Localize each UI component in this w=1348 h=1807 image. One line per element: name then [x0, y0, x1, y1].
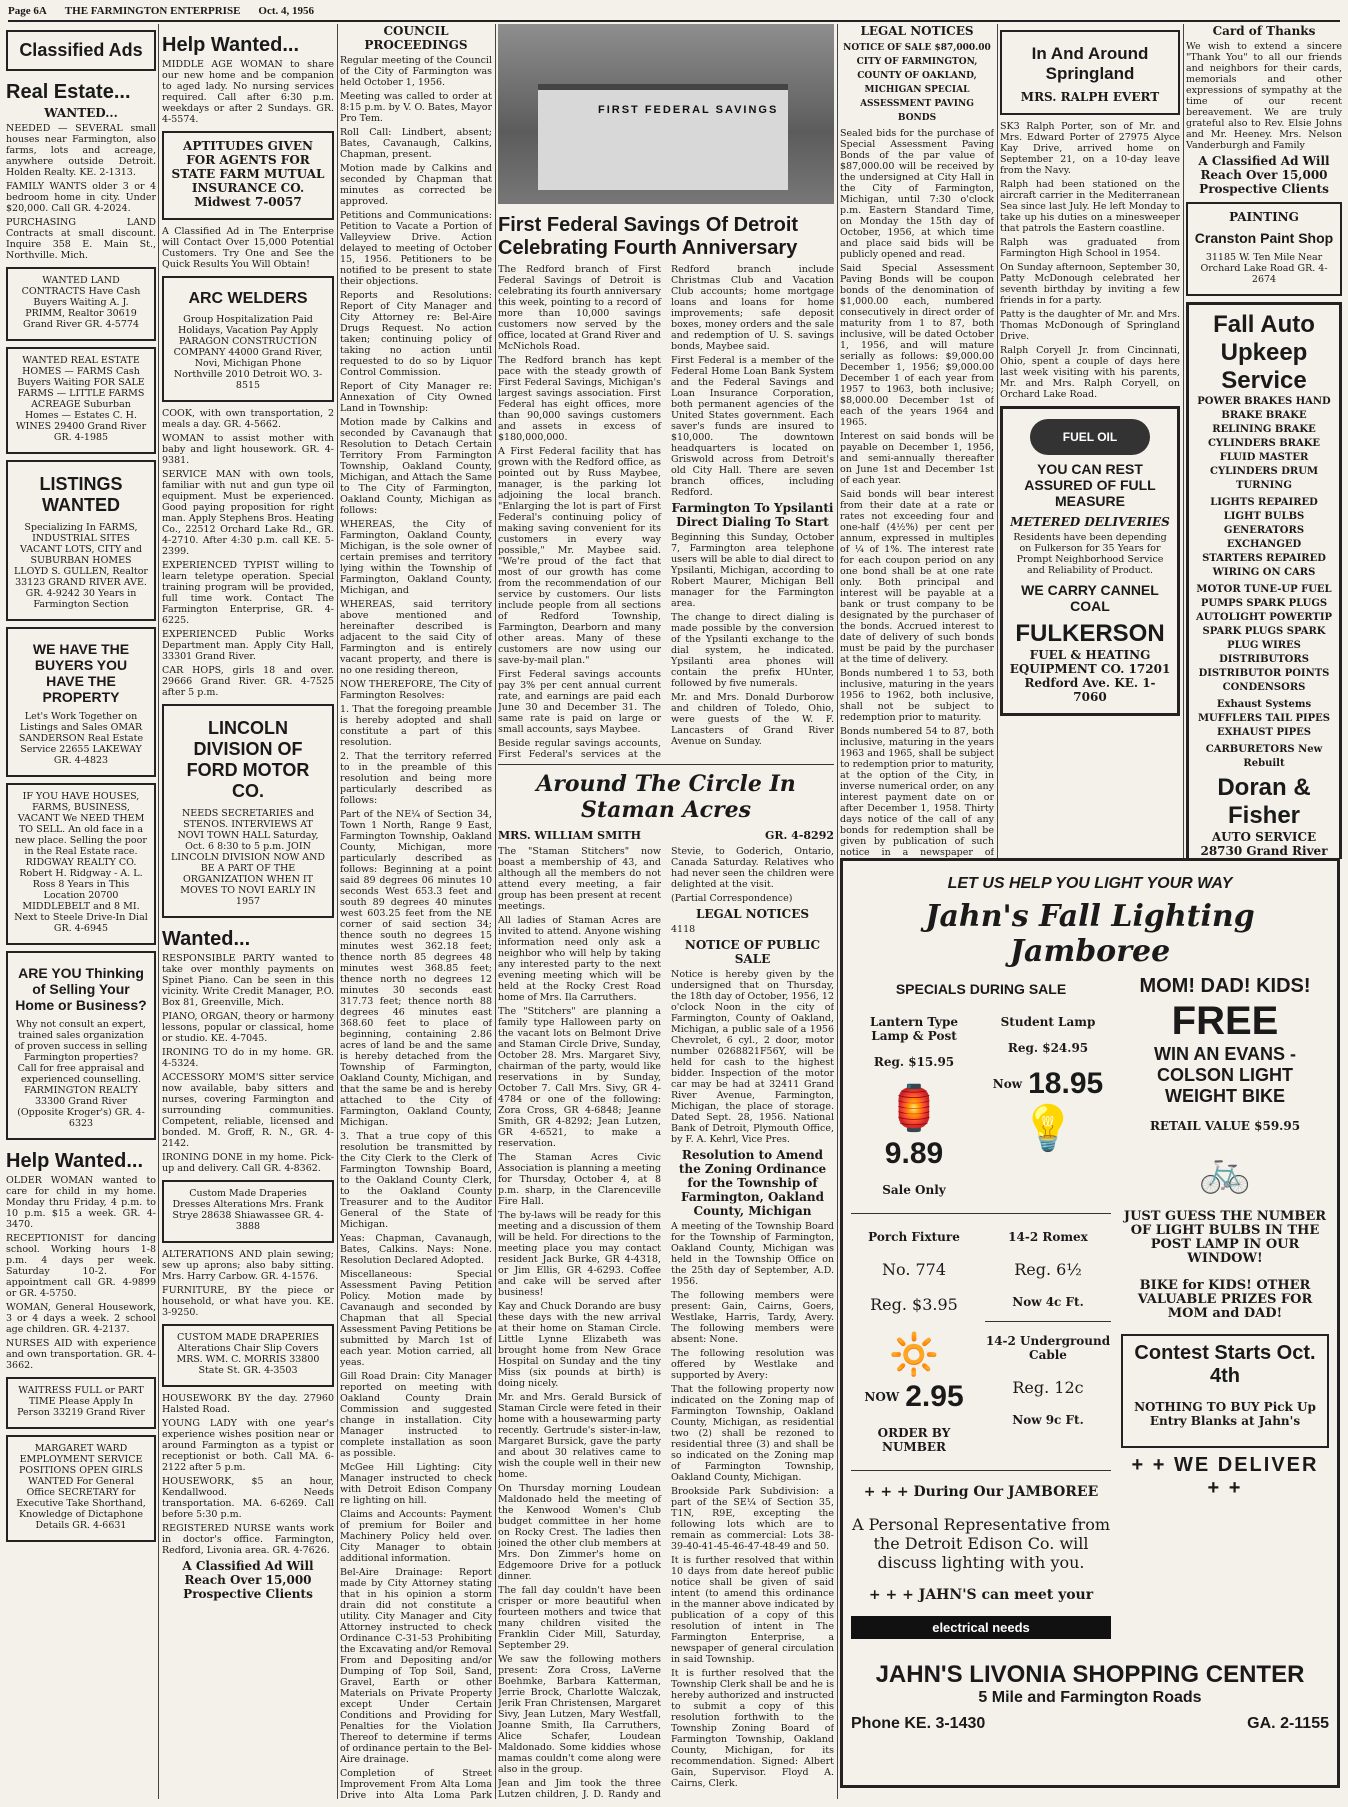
- service-list: MOTOR TUNE-UP FUEL PUMPS SPARK PLUGS AUTOLIGHT POWERTIP SPARK PLUGS SPARK PLUG WIRES DISTRIBUTORS DISTRIBUTOR POINTS CONDENSORS: [1195, 584, 1333, 693]
- ad-address: AUTO SERVICE 28730 Grand River: [1200, 830, 1328, 858]
- article-paragraph: A First Federal facility that has grown with the Redford office, as pointed out by Russ Maybee, manager, is the parking lot adjoining the local branch. "Enlarging the lot is part of First Federal's continuing policy of making saving convenient for its customers in every way possible," Mr. Maybee said. "We're proud of the fact that most of our growth has come from the recommendation of our service by customers. Our lists include people from all sections of Redford Township, Farmington, Dearborn and many other areas. Many of these customers are now using our save-by-mail plan.": [498, 446, 661, 666]
- legal-paragraph: Said bonds will bear interest from their date at a rate or rates not exceeding four and one-half (4½%) per cent per annum, expressed in multiples of ¼ of 1%. The interest rate for each coupon period on any one bond shall be at one rate only. Both principal and interest will be payable at a bank or trust company to be designated by the purchaser of the bonds. Accrued interest to date of delivery of such bonds must be paid by the purchaser at the time of delivery.: [840, 489, 994, 665]
- phone-row: [851, 1715, 1329, 1733]
- wire-offers: [985, 1218, 1111, 1466]
- sale-price: Now 9c Ft.: [1012, 1413, 1084, 1427]
- contest-box: [1121, 1334, 1329, 1448]
- ad-address: 31185 W. Ten Mile Near Orchard Lake Road GR. 4-2674: [1200, 252, 1328, 285]
- classified-ad: ALTERATIONS AND plain sewing; sew up aprons; also baby sitting. Mrs. Harry Carbow. GR. 4-1576.: [162, 1249, 334, 1282]
- feature-body: [498, 264, 834, 760]
- regular-price: Reg. $15.95: [873, 1055, 955, 1069]
- article-paragraph: Mr. and Mrs. Gerald Bursick of Staman Circle were feted in their home with a housewarming party recently. Gertrude's sister-in-law, Margaret Bursick, gave the party and about 30 relatives came to wish the couple well in their new home.: [498, 1392, 661, 1480]
- article-paragraph: Jean and Jim took the three Lutzen children, J. D. Randy and Stevie, to Goderich, Ontario, Canada Saturday. Relatives who had never seen the children were delighted at the visit.: [498, 846, 834, 1799]
- classified-ad: NEEDED — SEVERAL small houses near Farmington, also farms, lots and acreage, anywhere outside Detroit. Holden Realty. KE. 2-1313.: [6, 123, 156, 178]
- ad-text: Let's Work Together on Listings and Sales OMAR SANDERSON Real Estate Service 22655 LAKEWAY GR. 4-4823: [18, 711, 144, 766]
- morris-draperies-ad: [162, 1324, 334, 1387]
- article-paragraph: NOW THEREFORE, The City of Farmington Resolves:: [340, 679, 492, 701]
- price-row: [985, 1067, 1111, 1101]
- contest-start: Contest Starts Oct. 4th: [1134, 1342, 1316, 1387]
- legal-paragraph: Bonds numbered 54 to 87, both inclusive, maturing in the years 1963 and 1965, shall be subject to redemption prior to maturity, at the option of the City, in inverse numerical order, on any interest payment date on or after December 1, 1958. Thirty days notice of the call of any bonds for redemption shall be given by publication of such notice in a newspaper of: [840, 726, 994, 858]
- ad-text: Custom Made Draperies Dresses Alterations Mrs. Frank Strye 28638 Shiawassee GR. 4-3888: [172, 1188, 324, 1232]
- masthead: [8, 2, 1340, 22]
- feature-headline: First Federal Savings Of Detroit Celebrating Fourth Anniversary: [498, 214, 799, 259]
- article-paragraph: On Thursday morning Loudean Maldonado held the meeting of the Kenwood Women's Club budget committee in her home on Rocky Crest. The ladies then joined the other club members at Mrs. Don Zimmer's home on Edgemoore Drive for a potluck dinner.: [498, 1483, 661, 1582]
- lamp-icon: 💡: [1020, 1103, 1076, 1154]
- classified-ad: WOMAN, General Housework, 3 or 4 days a week. 2 school age children. GR. 4-2137.: [6, 1302, 156, 1335]
- ad-text: Group Hospitalization Paid Holidays, Vacation Pay Apply PARAGON CONSTRUCTION COMPANY 44000 Grand River, Novi, Michigan Phone Northville 2010 Detroit WO. 3-8515: [173, 314, 323, 391]
- article-paragraph: WHEREAS, the City of Farmington, Oakland County, Michigan, is the sole owner of certain premises and territory lying within the Township of Farmington, Oakland County, Michigan, and: [340, 519, 492, 596]
- article-paragraph: Beside regular savings accounts, First Federal's services at the Redford branch include Christmas Club and Vacation Club accounts; home mortgage loans and loans for home improvements; safe deposit boxes, money orders and the sale and redemption of U. S. savings bonds, Maybee said.: [498, 264, 834, 760]
- article-paragraph: Gill Road Drain: City Manager reported on meeting with Oakland County Drain Commission and suggested change in installation. City Manager instructed to complete installation as soon as possible.: [340, 1371, 492, 1459]
- ad-headline: LINCOLN DIVISION OF FORD MOTOR CO.: [186, 718, 310, 801]
- ad-text: WANTED LAND CONTRACTS Have Cash Buyers Waiting A. J. PRIMM, Realtor 30619 Grand River GR. 4-5774: [21, 275, 141, 330]
- article-paragraph: Yeas: Chapman, Cavanaugh, Bates, Calkins. Nays: None. Resolution Declared Adopted.: [340, 1233, 492, 1266]
- article-paragraph: McGee Hill Lighting: City Manager instructed to check with Detroit Edison Company re lighting on hill.: [340, 1462, 492, 1506]
- price-row: [851, 1380, 977, 1414]
- classified-ad: ACCESSORY MOM'S sitter service now available, baby sitters and nurses, covering Farmington and surrounding communities. Competent, reliable, licensed and bonded. M. Groff, R. N., GR. 4-2142.: [162, 1072, 334, 1149]
- building-shape: [538, 84, 788, 190]
- article-paragraph: First Federal is a member of the Federal Home Loan Bank System and the Federal Savings and Loan Insurance Corporation, both permanent agencies of the United States government. Each saver's funds are insured to $10,000. The downtown headquarters is located on Griswold across from Detroit's old City Hall. There are seven branch offices, including Redford.: [671, 355, 834, 498]
- contest-panel: [1121, 975, 1329, 1649]
- classified-ad: HOUSEWORK BY the day. 27960 Halsted Road.: [162, 1393, 334, 1415]
- jamboree-note: + + + During Our JAMBOREE: [863, 1484, 1099, 1500]
- service-list: POWER BRAKES HAND BRAKE BRAKE RELINING BRAKE CYLINDERS BRAKE FLUID MASTER CYLINDERS DRUM TURNING: [1197, 396, 1331, 491]
- arc-welders-ad: [162, 276, 334, 402]
- article-paragraph: Completion of Street Improvement From Alta Loma Drive into Alta Loma Park: [340, 1768, 492, 1799]
- jamboree-title: Jahn's Fall Lighting Jamboree: [925, 899, 1255, 969]
- ad-text: WAITRESS FULL or PART TIME Please Apply In Person 33219 Grand River: [17, 1385, 145, 1418]
- lincoln-ad: [162, 704, 334, 918]
- bike-icon: 🚲: [1198, 1146, 1252, 1195]
- classified-ad: EXPERIENCED Public Works Department man. Apply City Hall, 33301 Grand River.: [162, 629, 334, 662]
- sanderson-ad: [6, 627, 156, 777]
- now-label: Now: [992, 1077, 1023, 1091]
- classified-ad: NURSES AID with experience and own transportation. GR. 4-3662.: [6, 1338, 156, 1371]
- ad-text: NEEDS SECRETARIES and STENOS. INTERVIEWS AT NOVI TOWN HALL Saturday, Oct. 6 8:30 to 5 p.m. JOIN LINCOLN DIVISION NOW AND BE A PART OF THE ORGANIZATION WHEN IT MOVES TO NOVI EARLY IN 1957: [170, 808, 326, 907]
- article-paragraph: Part of the NE¼ of Section 34, Town 1 North, Range 9 East, Farmington Township, Oakland County, Michigan, more particularly described as follows: Beginning at a point said 89 degrees 06 minutes 10 seconds West 653.3 feet and south 89 degrees 40 minutes west 603.25 feet from the NE corner of said section 34; thence south no degrees 15 minutes west 362.18 feet; thence north 85 degrees 48 minutes west 368.85 feet; thence north no degrees 12 minutes 30 seconds east 317.73 feet; thence north 88 degrees 46 minutes east 368.60 feet to place of beginning, containing 2.86 acres of land be and the same is hereby detached from the Township of Farmington, Oakland County, Michigan, and that the same be and is hereby attached to the City of Farmington, Oakland County, Michigan.: [340, 809, 492, 1128]
- now-label: NOW: [864, 1390, 900, 1404]
- legal-column: [840, 24, 994, 859]
- margaret-ward-ad: [6, 1435, 156, 1542]
- divider: [985, 1321, 1111, 1322]
- section-rule: [498, 764, 834, 765]
- sale-price: 2.95: [905, 1380, 964, 1413]
- legal-title: Resolution to Amend the Zoning Ordinance for the Township of Farmington, Oakland County, Michigan: [678, 1148, 827, 1218]
- classified-banner: [6, 30, 156, 71]
- help-wanted-heading: Help Wanted...: [162, 34, 300, 56]
- ad-text: IF YOU HAVE HOUSES, FARMS, BUSINESS, VACANT We NEED THEM TO SELL. An old face in a new place. Selling the poor in the Real Estate race. RIDGWAY REALTY CO. Robert H. Ridgway - A. L. Ross 8 Years in This Location 20700 MIDDLEBELT and 8 MI. Next to Steele Drive-In Dial GR. 4-6945: [14, 791, 148, 934]
- regular-price: Reg. 6½: [1014, 1260, 1082, 1279]
- issue-date: Oct. 4, 1956: [258, 5, 315, 17]
- ad-text: CUSTOM MADE DRAPERIES Alterations Chair Slip Covers MRS. WM. C. MORRIS 33800 State St. GR. 4-3503: [176, 1332, 320, 1376]
- sale-price: 9.89: [884, 1137, 944, 1170]
- legal-title: NOTICE OF PUBLIC SALE: [684, 938, 821, 966]
- ridgway-ad: [6, 783, 156, 945]
- entry-note: NOTHING TO BUY Pick Up Entry Blanks at Jahn's: [1134, 1400, 1316, 1428]
- product-name: Student Lamp: [1000, 1015, 1096, 1029]
- lantern-offer: [851, 1003, 977, 1209]
- fulkerson-ad: [1000, 406, 1180, 716]
- card-of-thanks-text: We wish to extend a sincere "Thank You" to all our friends and neighbors for their cards, memorials and other expressions of sympathy at the time of our recent bereavement. We are truly grateful also to Rev. Elsie Johns and Mr. Heeney. Mrs. Nelson Vanderburgh and Family: [1186, 41, 1342, 151]
- legal-paragraph: The following resolution was offered by Westlake and supported by Avery:: [671, 1348, 834, 1381]
- farmington-realty-ad: [6, 951, 156, 1140]
- article-paragraph: Roll Call: Lindbert, absent; Bates, Cavanaugh, Calkins, Chapman, present.: [340, 127, 492, 160]
- sale-price: 18.95: [1028, 1067, 1104, 1100]
- springland-banner: [1000, 30, 1180, 115]
- shopping-center-location: 5 Mile and Farmington Roads: [978, 1689, 1202, 1706]
- photo-sign: FIRST FEDERAL SAVINGS: [598, 104, 779, 116]
- classified-tagline: A Classified Ad Will Reach Over 15,000 Prospective Clients: [1198, 154, 1330, 196]
- shopping-center-name: JAHN'S LIVONIA SHOPPING CENTER: [875, 1661, 1305, 1688]
- article-paragraph: SK3 Ralph Porter, son of Mr. and Mrs. Edward Porter of 27975 Alyce Kay Drive, arrived home on September 21, on a 10-day leave from the Navy.: [1000, 121, 1180, 176]
- ad-headline: LISTINGS WANTED: [39, 474, 123, 515]
- order-note: ORDER BY NUMBER: [877, 1426, 951, 1454]
- strye-draperies-ad: [162, 1180, 334, 1243]
- byline: MRS. WILLIAM SMITH: [498, 829, 642, 842]
- right-column: [1186, 24, 1342, 859]
- classified-ad: COOK, with own transportation, 2 meals a day. GR. 4-5662.: [162, 408, 334, 430]
- ad-headline: Fall Auto Upkeep Service: [1213, 311, 1315, 394]
- classified-ad: FAMILY WANTS older 3 or 4 bedroom home in city. Under $20,000. Call GR. 4-2024.: [6, 181, 156, 214]
- cranston-ad: [1186, 202, 1342, 296]
- article-paragraph: The "Staman Stitchers" now boast a membership of 43, and although all the members do not attend every meeting, a fair group has been present at recent meetings.: [498, 846, 661, 912]
- product-number: No. 774: [881, 1260, 947, 1279]
- ad-text: Specializing In FARMS, INDUSTRIAL SITES VACANT LOTS, CITY and SUBURBAN HOMES LLOYD S. GULLEN, Realtor 33123 GRAND RIVER AVE. GR. 4-9242 30 Years in Farmington Section: [14, 522, 148, 610]
- ad-headline: ARE YOU Thinking of Selling Your Home or Business?: [15, 965, 147, 1013]
- fulkerson-name: FULKERSON: [1015, 620, 1165, 647]
- product-name: Lantern Type Lamp & Post: [870, 1015, 958, 1043]
- ad-text: WANTED REAL ESTATE HOMES — FARMS Cash Buyers Waiting FOR SALE FARMS — LITTLE FARMS ACREAGE Suburban Homes — Estates C. H. WINES 29400 Grand River GR. 4-1985: [15, 355, 147, 443]
- council-heading: COUNCIL PROCEEDINGS: [364, 24, 468, 52]
- service-list: CARBURETORS New Rebuilt: [1205, 744, 1323, 769]
- doran-fisher-name: Doran & Fisher: [1217, 774, 1311, 829]
- classified-ad: PURCHASING LAND Contracts at small discount. Inquire 358 E. Main St., Northville. Mich.: [6, 217, 156, 261]
- legal-title: NOTICE OF SALE $87,000.00 CITY OF FARMINGTON, COUNTY OF OAKLAND, MICHIGAN SPECIAL ASSESSMENT PAVING BONDS: [843, 43, 991, 123]
- retail-value: RETAIL VALUE $59.95: [1149, 1119, 1301, 1133]
- service-list: LIGHTS REPAIRED LIGHT BULBS GENERATORS EXCHANGED STARTERS REPAIRED WIRING ON CARS: [1202, 497, 1326, 578]
- student-lamp-offer: [985, 1003, 1111, 1209]
- legal-paragraph: A meeting of the Township Board for the Township of Farmington, Oakland County, Michigan was held in the Township Office on the 25th day of September, A.D. 1956.: [671, 1221, 834, 1287]
- ad-headline: WE CARRY CANNEL COAL: [1021, 582, 1159, 614]
- legal-paragraph: Brookside Park Subdivision: a part of the SE¼ of Section 35, T1N, R9E, excepting the following lots which are to remain as commercial: Lots 38-39-40-41-45-46-47-48-49 and 50.: [671, 1486, 834, 1552]
- article-paragraph: The Redford branch of First Federal Savings of Detroit is celebrating its fourth anniversary this week, pointing to a record of more than 10,000 savings customers now served by the office, located at Grand River and McNichols Road.: [498, 264, 661, 352]
- classified-ad: RECEPTIONIST for dancing school. Working hours 1-8 p.m. 4 days per week. Saturday 10-2. For appointment call GR. 4-9899 or GR. 4-5750.: [6, 1233, 156, 1299]
- paper-name: THE FARMINGTON ENTERPRISE: [64, 5, 241, 17]
- article-paragraph: The Redford branch has kept pace with the steady growth of First Federal Savings, Michigan's largest savings association. First Federal has eight offices, more than 90,000 savings customers and assets in excess of $180,000,000.: [498, 355, 661, 443]
- article-paragraph: Claims and Accounts: Payment of premium for Boiler and Machinery Policy held over. City Manager to obtain additional information.: [340, 1509, 492, 1564]
- classified-ad: YOUNG LADY with one year's experience wishes position near or around Farmington as a typist or receptionist or both. Call MA. 6-2122 after 5 p.m.: [162, 1418, 334, 1473]
- legal-paragraph: The following members were present: Gain, Cairns, Goers, Westlake, Harris, Tardy, Avery. The following members were absent: None.: [671, 1290, 834, 1345]
- feature-column: [498, 24, 834, 1799]
- service-list: Exhaust Systems MUFFLERS TAIL PIPES EXHAUST PIPES: [1197, 699, 1331, 738]
- article-paragraph: Beginning this Sunday, October 7, Farmington area telephone users will be able to dial direct to Ypsilanti, Michigan, according to Robert Maurer, Michigan Bell manager for the Farmington area.: [671, 532, 834, 609]
- ad-headline: YOU CAN REST ASSURED OF FULL MEASURE: [1024, 461, 1156, 509]
- card-of-thanks-title: Card of Thanks: [1212, 24, 1316, 38]
- classified-ad: REGISTERED NURSE wants work in doctor's office. Farmington, Redford, Livonia area. GR. 4-7626.: [162, 1523, 334, 1556]
- porch-light-icon: 🔆: [889, 1332, 939, 1378]
- article-paragraph: Reports and Resolutions: Report of City Manager and City Attorney re: Bel-Aire Drugs Request. No action taken; continuing policy of taking no action until requested to do so by Liquor Control Commission.: [340, 290, 492, 378]
- ypsilanti-headline: Farmington To Ypsilanti Direct Dialing To Start: [671, 501, 834, 529]
- phone-secondary: GA. 2-1155: [1247, 1715, 1329, 1732]
- doran-fisher-ad: [1186, 302, 1342, 859]
- wanted-subheading: WANTED...: [44, 106, 118, 120]
- divider: [851, 1213, 1111, 1214]
- state-farm-ad: [162, 131, 334, 220]
- legal-heading: LEGAL NOTICES: [695, 907, 810, 921]
- cranston-name: Cranston Paint Shop: [1194, 230, 1334, 246]
- sale-price: Now 4c Ft.: [1012, 1295, 1084, 1309]
- springland-column: [1000, 24, 1180, 859]
- article-paragraph: Ralph was graduated from Farmington High School in 1954.: [1000, 237, 1180, 259]
- springland-title: In And Around Springland: [1031, 44, 1149, 83]
- gullen-ad: [6, 460, 156, 621]
- legal-paragraph: It is further resolved that the Township Clerk shall be and he is hereby authorized and instructed to submit a copy of this resolution forthwith to the Township Zoning Board of Farmington Township, Oakland County, Michigan, for its recommendation. Signed: Albert Gain, Supervisor. Floyd A. Cairns, Clerk.: [671, 1668, 834, 1789]
- jahns-ad-grid: [851, 975, 1329, 1649]
- ad-kicker: LET US HELP YOU LIGHT YOUR WAY: [947, 875, 1233, 892]
- ad-text: APTITUDES GIVEN FOR AGENTS FOR STATE FARM MUTUAL INSURANCE CO. Midwest 7-0057: [171, 139, 325, 209]
- ad-text: MARGARET WARD EMPLOYMENT SERVICE POSITIONS OPEN GIRLS WANTED For General Office SECRETARY for Executive Take Shorthand, Knowledge of Dictaphone Details GR. 4-6631: [16, 1443, 146, 1531]
- classified-title: Classified Ads: [19, 40, 143, 60]
- byline-row: [498, 829, 834, 842]
- specials-heading: SPECIALS DURING SALE: [895, 981, 1067, 997]
- article-paragraph: WHEREAS, said territory above mentioned and hereinafter described is adjacent to the said City of Farmington and is entirely vacant property, and there is no one residing thereon,: [340, 599, 492, 676]
- edison-note: A Personal Representative from the Detroit Edison Co. will discuss lighting with you.: [851, 1515, 1111, 1572]
- contest-callout: MOM! DAD! KIDS!: [1139, 975, 1311, 997]
- classified-ad: WOMAN to assist mother with baby and light housework. GR. 4-9381.: [162, 433, 334, 466]
- article-paragraph: The fall day couldn't have been crisper or more beautiful when fourteen mothers and twice that many children visited the Franklin Cider Mill, Saturday, September 29.: [498, 1585, 661, 1651]
- porch-fixture-offer: [851, 1218, 977, 1466]
- wanted-heading: Wanted...: [162, 928, 251, 950]
- ad-kicker: PAINTING: [1229, 210, 1299, 224]
- ad-headline: WE HAVE THE BUYERS YOU HAVE THE PROPERTY: [32, 641, 130, 705]
- regular-price: Reg. $3.95: [870, 1295, 958, 1314]
- ad-address: FUEL & HEATING EQUIPMENT CO. 17201 Redford Ave. KE. 1-7060: [1009, 648, 1171, 704]
- article-paragraph: The by-laws will be ready for this meeting and a discussion of them will be held. For directions to the meeting place you may contact resident Jack Burke, GR 4-4318, or Jim Ellis, GR 4-6293. Coffee and cake will be served after business!: [498, 1210, 661, 1298]
- article-paragraph: Meeting was called to order at 8:15 p.m. by V. O. Bates, Mayor Pro Tem.: [340, 91, 492, 124]
- article-paragraph: Kay and Chuck Dorando are busy these days with the new arrival at their home on Staman Circle. Little Lynne Elizabeth was brought home from New Grace Hospital on Sunday and the tiny Miss (six pounds at birth) is doing nicely.: [498, 1301, 661, 1389]
- legal-paragraph: Said Special Assessment Paving Bonds will be coupon bonds of the denomination of $1,000.00 each, numbered consecutively in direct order of maturity from 1 to 87, both inclusive, will be dated October 1, 1956, and will mature serially as follows: $9,000.00 December 1, 1956; $9,000.00 December 1 of each year from 1957 to 1963, both inclusive; $8,000.00 December 1st of each of the years 1964 and 1965.: [840, 263, 994, 428]
- electrical-note: + + + JAHN'S can meet your: [868, 1587, 1094, 1603]
- classified-ad: IRONING TO do in my home. GR. 4-5324.: [162, 1047, 334, 1069]
- contest-rules: JUST GUESS THE NUMBER OF LIGHT BULBS IN THE POST LAMP IN OUR WINDOW!: [1123, 1209, 1327, 1266]
- legal-paragraph: Notice is hereby given by the undersigned that on Thursday, the 18th day of October, 1956, 12 o'clock Noon in the city of Farmington, County of Oakland, Michigan, a public sale of a 1956 Chevrolet, 6 cyl., 2 door, motor number 0268821F56Y, will be held for cash to the highest bidder. Inspection of the motor car may be had at 32411 Grand River Avenue, Farmington, Michigan, the place of storage. Dated Sept. 28, 1956. National Bank of Detroit, Plymouth Office, by F. A. Kehrl, Vice Pres.: [671, 969, 834, 1145]
- article-paragraph: All ladies of Staman Acres are invited to attend. Anyone wishing information need only ask a neighbor who will help by taking any interested party to the next evening meeting which will be held at the Rocky Crest Road home of Mrs. Ila Carruthers.: [498, 915, 661, 1003]
- primm-ad: [6, 267, 156, 341]
- classified-ad: RESPONSIBLE PARTY wanted to take over monthly payments on Spinet Piano. Can be seen in this vicinity. Write Credit Manager, P.O. Box 81, Greenville, Mich.: [162, 953, 334, 1008]
- byline-phone: GR. 4-8292: [764, 829, 834, 842]
- lamp-row: [851, 1003, 1111, 1209]
- real-estate-heading: Real Estate...: [6, 81, 131, 103]
- classified-column-2: [162, 24, 334, 1799]
- ad-text: Residents have been depending on Fulkerson for 35 Years for Prompt Neighborhood Service and Reliability of Product.: [1013, 532, 1167, 576]
- divider: [851, 1470, 1111, 1471]
- classified-ad: CAR HOPS, girls 18 and over. 29666 Grand River. GR. 4-7525 after 5 p.m.: [162, 665, 334, 698]
- ad-headline: ARC WELDERS: [188, 290, 308, 307]
- help-wanted-heading: Help Wanted...: [6, 1150, 144, 1172]
- column-rule: [158, 24, 159, 1799]
- classified-ad: MIDDLE AGE WOMAN to share our new home and be companion to aged lady. No nursing services required. Call after 6:30 p.m. weekdays or after 2 Sundays. GR. 4-5574.: [162, 59, 334, 125]
- fuel-truck-icon: FUEL OIL: [1030, 419, 1150, 455]
- classified-column-1: [6, 24, 156, 1799]
- legal-number: 4118: [671, 924, 696, 935]
- classified-ad: IRONING DONE in my home. Pick-up and delivery. Call GR. 4-8362.: [162, 1152, 334, 1174]
- classified-ad: SERVICE MAN with own tools, familiar with nut and gun type oil equipment. Must be experienced. Good paying proposition for right man. Apply Stephens Bros. Heating Co., 22512 Orchard Lake Rd., GR. 4-2710. After 4:30 p.m. call KE. 5-2399.: [162, 469, 334, 557]
- electrical-needs-bar: electrical needs: [851, 1616, 1111, 1639]
- article-paragraph: On Sunday afternoon, September 30, Patty McDonough celebrated her seventh birthday by inviting a few friends in for a party.: [1000, 262, 1180, 306]
- article-paragraph: (Partial Correspondence): [671, 893, 793, 904]
- column-rule: [837, 24, 838, 1799]
- circle-body: [498, 846, 834, 1799]
- specials-panel: [851, 975, 1111, 1649]
- contest-prizes: BIKE for KIDS! OTHER VALUABLE PRIZES FOR MOM and DAD!: [1137, 1278, 1313, 1321]
- article-paragraph: We saw the following mothers present: Zora Cross, LaVerne Boehmke, Barbara Katterman, Jerrie Brock, Charlotte Walczak, Jerik Fran Christensen, Margaret Sivy, Jean Lutzen, Mary Westfall, Joanne Smith, Ila Carruthers, Alice Schafer, Loudean Maldonado. Some kiddies whose mamas couldn't come along were also in the group.: [498, 1654, 661, 1775]
- article-paragraph: The Staman Acres Civic Association is planning a meeting for Thursday, October 4, at 8 p.m. sharp, in the Clarenceville Fire Hall.: [498, 1152, 661, 1207]
- bank-photo: [498, 24, 834, 204]
- legal-paragraph: Bonds numbered 1 to 53, both inclusive, maturing in the years 1956 to 1962, both inclusive, shall not be subject to redemption prior to maturity.: [840, 668, 994, 723]
- legal-heading: LEGAL NOTICES: [860, 24, 974, 38]
- regular-price: Reg. $24.95: [1007, 1041, 1089, 1055]
- jahns-ad: [840, 858, 1340, 1788]
- article-paragraph: Petitions and Communications: Petition to Vacate a Portion of Valleyview Drive. Action delayed to meeting of October 15, 1956. Petitioners to be notified to be present to state their objections.: [340, 210, 492, 287]
- byline: MRS. RALPH EVERT: [1020, 90, 1160, 104]
- product-name: 14-2 Romex: [1008, 1230, 1088, 1244]
- article-paragraph: Report of City Manager re: Annexation of City Owned Land in Township:: [340, 381, 492, 414]
- article-paragraph: Ralph Coryell Jr. from Cincinnati, Ohio, spent a couple of days here last week visiting with his parents, Mr. and Mrs. Ralph Coryell, on Orchard Lake Road.: [1000, 345, 1180, 400]
- legal-paragraph: Interest on said bonds will be payable on December 1, 1956, and semi-annually thereafter on June 1st and December 1st of each year.: [840, 431, 994, 486]
- page-number: Page 6A: [8, 5, 47, 17]
- column-rule: [495, 24, 496, 1799]
- regular-price: Reg. 12c: [1012, 1378, 1084, 1397]
- phone-primary: Phone KE. 3-1430: [851, 1715, 986, 1732]
- classified-ad: PIANO, ORGAN, theory or harmony lessons, popular or classical, home or studio. KE. 4-7045.: [162, 1011, 334, 1044]
- article-paragraph: Motion made by Calkins and seconded by Chapman that minutes as corrected be approved.: [340, 163, 492, 207]
- article-paragraph: Mr. and Mrs. Donald Durborow and children of Toledo, Ohio, were guests of the W. F. Lancasters of Grand River Avenue on Sunday.: [671, 692, 834, 747]
- legal-paragraph: That the following property now indicated on the Zoning map of Farmington Township, Oakland County, Michigan, as residential two (2) shall be rezoned to residential three (3) and shall be so indicated on the Zoning map of Farmington Township, Oakland County, Michigan.: [671, 1384, 834, 1483]
- council-column: [340, 24, 492, 1799]
- delivery-note: + + WE DELIVER + +: [1131, 1454, 1319, 1499]
- classified-tagline: A Classified Ad Will Reach Over 15,000 Prospective Clients: [182, 1559, 314, 1601]
- legal-paragraph: Sealed bids for the purchase of Special Assessment Paving Bonds of the par value of $87,000.00 will be received by the undersigned at City Hall in the City of Farmington, Michigan, until 7:30 o'clock p.m. Eastern Standard Time, on Monday the 15th day of October, 1956, at which time and place said bids will be publicly opened and read.: [840, 128, 994, 260]
- sale-note: Sale Only: [882, 1183, 946, 1197]
- article-paragraph: The "Stitchers" are planning a family type Halloween party on the vacant lots on Belmont Drive and Staman Circle Drive, Sunday, October 28. Mrs. Margaret Sivy, chairman of the party, would like reservations in by Sunday, October 7. Call Mrs. Sivy, GR 4-4784 or one of the following: Zora Cross, GR 4-6848; Jeanne Smith, GR 4-8292; Jean Lutzen, GR 4-6521, to make a reservation.: [498, 1006, 661, 1149]
- lantern-icon: 🏮: [886, 1083, 942, 1134]
- article-paragraph: 1. That the foregoing preamble is hereby adopted and shall constitute a part of this resolution.: [340, 704, 492, 748]
- waitress-ad: [6, 1377, 156, 1429]
- classified-ad: OLDER WOMAN wanted to care for child in my home. Monday thru Friday, 4 p.m. to 10 p.m. $15 a week. GR. 4-3470.: [6, 1175, 156, 1230]
- legal-paragraph: It is further resolved that within 10 days from date hereof public notice shall be given of said intent (to amend this ordinance in the manner above indicated by publication of a copy of this resolution of intent in The Farmington Enterprise, a newspaper of general circulation in said Township.: [671, 1555, 834, 1665]
- ad-text: Why not consult an expert, trained sales organization of proven success in selling Farmington properties? Call for free appraisal and experienced counselling. FARMINGTON REALTY 33300 Grand River (Opposite Kroger's) GR. 4-6323: [14, 1019, 148, 1129]
- fixture-row: [851, 1218, 1111, 1466]
- free-label: FREE: [1171, 999, 1279, 1043]
- article-paragraph: Motion made by Calkins and seconded by Cavanaugh that Resolution to Detach Certain Territory From Farmington Township, Oakland County, Michigan, and Attach the Same to The City of Farmington, Oakland County, Michigan as follows:: [340, 417, 492, 516]
- circle-headline: Around The Circle In Staman Acres: [536, 771, 796, 823]
- article-paragraph: 2. That the territory referred to in the preamble of this resolution and being more particularly described as follows:: [340, 751, 492, 806]
- ad-slogan: METERED DELIVERIES: [1010, 515, 1170, 529]
- wines-ad: [6, 347, 156, 454]
- classified-promo: A Classified Ad in The Enterprise will Contact Over 15,000 Potential Customers. Try One and See the Quick Results You Will Obtain!: [162, 226, 334, 270]
- article-paragraph: Patty is the daughter of Mr. and Mrs. Thomas McDonough of Springland Drive.: [1000, 309, 1180, 342]
- classified-ad: EXPERIENCED TYPIST willing to learn teletype operation. Special training program will be provided, full time work. Contact The Farmington Enterprise, GR. 4-6225.: [162, 560, 334, 626]
- article-paragraph: Ralph had been stationed on the aircraft carrier in the Mediterranean Sea since last July. He left Monday to take up his duties on a minesweeper that patrols the Eastern coastline.: [1000, 179, 1180, 234]
- column-rule: [337, 24, 338, 1799]
- article-paragraph: 3. That a true copy of this resolution be transmitted by the City Clerk to the Clerk of Farmington Township Board, to the Oakland County Clerk, to the Oakland County Treasurer and to the Auditor General of the State of Michigan.: [340, 1131, 492, 1230]
- bike-prize: WIN AN EVANS - COLSON LIGHT WEIGHT BIKE: [1154, 1044, 1296, 1106]
- article-paragraph: First Federal savings accounts pay 3% per cent annual current rate, and earnings are paid each June 30 and December 31. The same rate is paid on large or small accounts, says Maybee.: [498, 669, 661, 735]
- classified-ad: FURNITURE, BY the piece or household, or what have you. KE. 3-9250.: [162, 1285, 334, 1318]
- column-rule: [997, 24, 998, 859]
- column-rule: [1183, 24, 1184, 859]
- article-paragraph: The change to direct dialing is made possible by the conversion of the Ypsilanti exchange to the dial system, he indicated. Ypsilanti area phones will contain the prefix HUnter, followed by five numerals.: [671, 612, 834, 689]
- article-paragraph: Regular meeting of the Council of the City of Farmington was held October 1, 1956.: [340, 55, 492, 88]
- article-paragraph: Miscellaneous: Special Assessment Paving Petition Policy. Motion made by Cavanaugh and seconded by Chapman that all Special Assessment Paving Petitions be submitted by March 1st of each year. Motion carried, all yeas.: [340, 1269, 492, 1368]
- product-name: Porch Fixture: [868, 1230, 960, 1244]
- product-name: 14-2 Underground Cable: [985, 1334, 1111, 1362]
- article-paragraph: Bel-Aire Drainage: Report made by City Attorney stating that in his opinion a storm drain did not constitute a utility. City Manager and City Attorney instructed to check Ordinance C-31-53 Prohibiting the Excavating and/or Removal From and Depositing and/or Dumping of Top Soil, Sand, Gravel, Earth or other Materials on Private Property except Under Certain Conditions and Providing for Penalties for the Violation Thereof to determine if terms of ordinance pertain to the Bel-Aire drainage.: [340, 1567, 492, 1765]
- classified-ad: HOUSEWORK, $5 an hour, Kendallwood. Needs transportation. MA. 6-6269. Call before 5:30 p.m.: [162, 1476, 334, 1520]
